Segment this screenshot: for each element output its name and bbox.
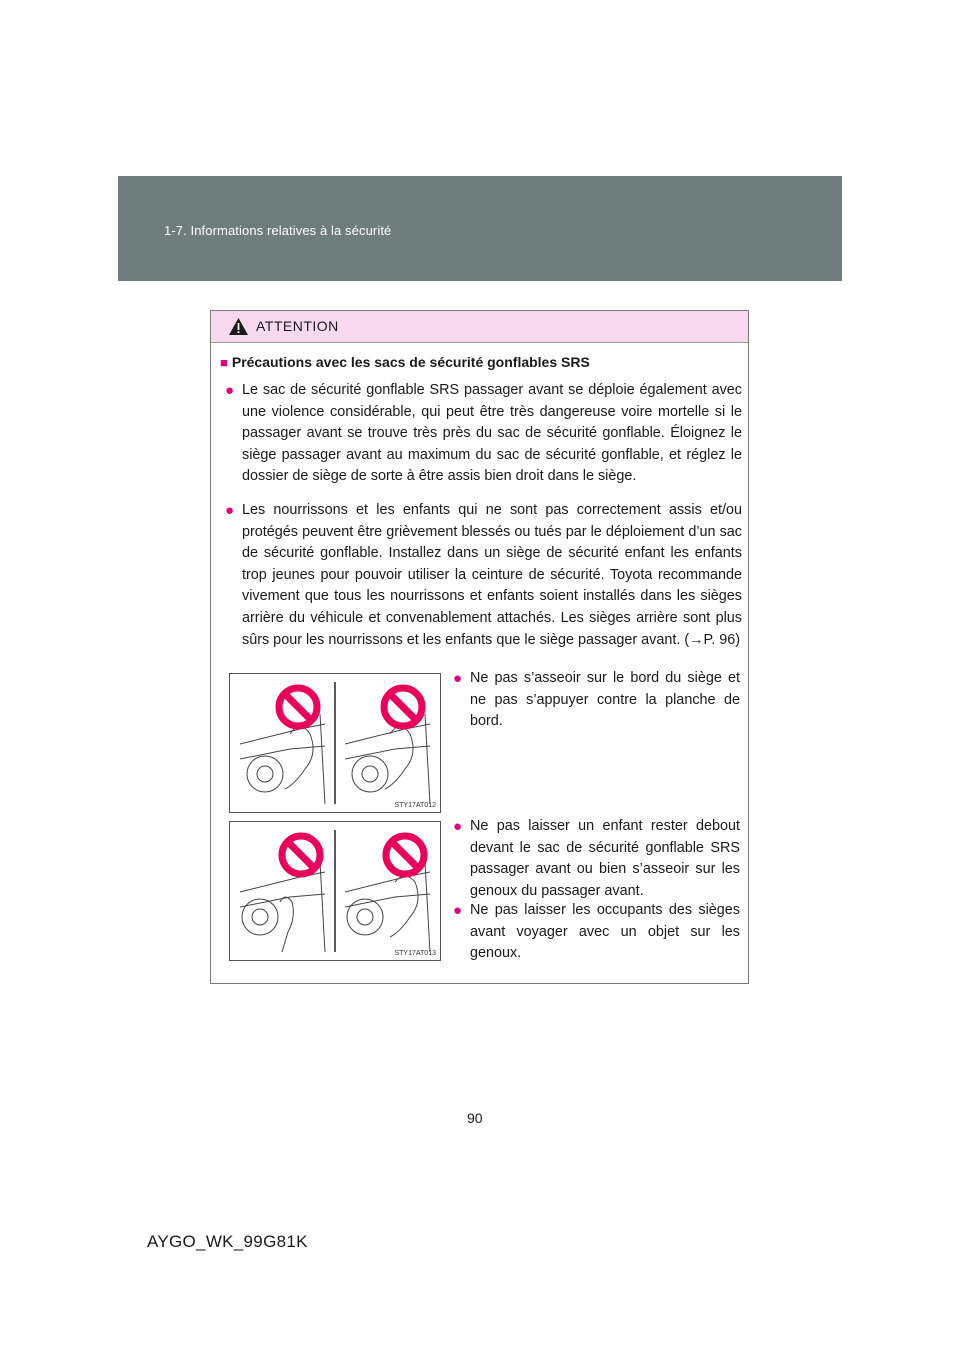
prohibition-icon (275, 684, 321, 730)
bullet-text: Ne pas laisser les occupants des sièges avant voyager avec un objet sur les genoux. (470, 902, 740, 962)
warning-triangle-icon (228, 317, 249, 336)
section-header-band (118, 176, 842, 281)
figure-code: STY17AT012 (394, 802, 436, 809)
illustration-seat-posture (229, 673, 441, 813)
bullet-text: Ne pas s’asseoir sur le bord du siège et ne pas s’appuyer contre la planche de bord. (470, 670, 740, 730)
bullet-item (453, 816, 740, 902)
warning-box (210, 310, 749, 984)
bullet-text: Le sac de sécurité gonflable SRS passager avant se déploie également avec une violence considérable, qui peut être très dangereuse voire mortelle si le passager avant se trouve très près du sac de sécurité gonflable. Éloignez le siège passager avant au maximum du sac de sécurité gonflable, et réglez le dossier de siège de sorte à être assis bien droit dans le siège. (242, 382, 742, 485)
warning-label: ATTENTION (256, 318, 339, 334)
bullet-item (453, 668, 740, 733)
heading-text: Précautions avec les sacs de sécurité gonflables SRS (231, 354, 590, 370)
bullet-dot: ● (225, 382, 235, 399)
bullet-item (453, 900, 740, 965)
figure-code: STY17AT013 (394, 950, 436, 957)
bullet-dot: ● (453, 818, 463, 835)
illustration-child-airbag (229, 821, 441, 961)
document-id: AYGO_WK_99G81K (147, 1232, 308, 1251)
warning-heading (220, 354, 590, 370)
bullet-item (225, 500, 742, 651)
page-number: 90 (467, 1110, 483, 1126)
bullet-dot: ● (453, 670, 463, 687)
bullet-text: Les nourrissons et les enfants qui ne sont pas correctement assis et/ou protégés peuvent être grièvement blessés ou tués par le déploiement d’un sac de sécurité gonflable. Installez dans un siège de sécurité enfant les enfants trop jeunes pour pouvoir utiliser la ceinture de sécurité. Toyota recommande vivement que tous les nourrissons et enfants soient installés dans les sièges arrière du véhicule et convenablement attachés. Les sièges arrière sont plus sûrs pour les nourrissons et les enfants que le siège passager avant. (→P. 96) (242, 502, 742, 648)
bullet-dot: ● (453, 902, 463, 919)
bullet-text: Ne pas laisser un enfant rester debout devant le sac de sécurité gonflable SRS passager avant ou bien s’asseoir sur les genoux du passager avant. (470, 818, 740, 899)
warning-header (211, 311, 748, 343)
prohibition-icon (380, 684, 426, 730)
bullet-item (225, 380, 742, 488)
section-title: 1-7. Informations relatives à la sécurité (164, 223, 392, 238)
bullet-dot: ● (225, 502, 235, 519)
heading-marker: ■ (220, 355, 228, 370)
prohibition-icon (278, 832, 324, 878)
prohibition-icon (382, 832, 428, 878)
